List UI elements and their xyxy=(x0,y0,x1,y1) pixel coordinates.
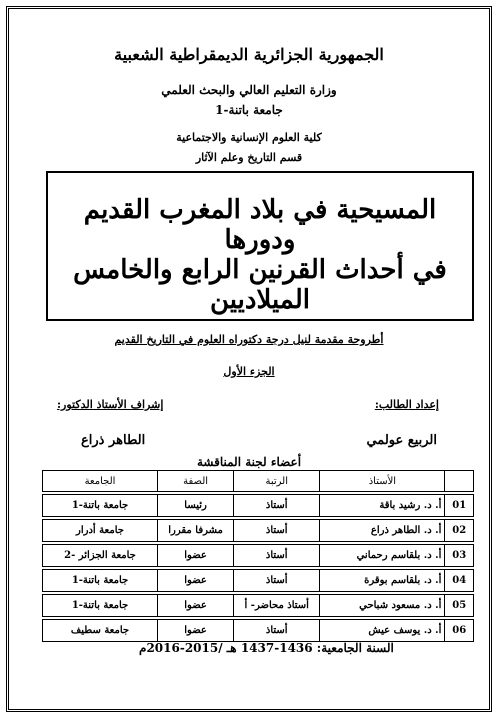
row-rank: أستاذ محاضر- أ xyxy=(234,595,320,617)
republic-heading: الجمهورية الجزائرية الديمقراطية الشعبية xyxy=(114,45,384,64)
thesis-title-box xyxy=(46,171,474,321)
prepared-by-label: إعداد الطالب: xyxy=(374,398,439,411)
thesis-subtitle: أطروحة مقدمة لنيل درجة دكتوراه العلوم في التاريخ القديم xyxy=(114,333,384,346)
thesis-title-line1: المسيحية في بلاد المغرب القديم ودورها xyxy=(83,195,437,255)
part-label: الجزء الأول xyxy=(223,365,275,378)
row-professor: أ. د. رشيد باقة xyxy=(320,495,445,517)
row-university: جامعة باتنة-1 xyxy=(43,595,158,617)
table-row xyxy=(43,595,474,617)
row-rank: أستاذ xyxy=(234,570,320,592)
faculty-heading: كلية العلوم الإنسانية والاجتماعية xyxy=(176,131,322,144)
row-professor: أ. د. بلقاسم رحماني xyxy=(320,545,445,567)
row-professor: أ. د. الطاهر ذراع xyxy=(320,520,445,542)
ministry-heading: وزارة التعليم العالي والبحث العلمي xyxy=(161,83,337,97)
supervisor-name: الطاهر ذراع xyxy=(81,433,146,448)
row-number: 04 xyxy=(445,570,474,592)
row-rank: أستاذ xyxy=(234,620,320,642)
row-number: 02 xyxy=(445,520,474,542)
jury-table xyxy=(42,470,474,642)
row-university: جامعة أدرار xyxy=(43,520,158,542)
university-heading: جامعة باتنة-1 xyxy=(215,103,283,117)
row-rank: أستاذ xyxy=(234,495,320,517)
header-number xyxy=(445,471,474,492)
student-name: الربيع عولمي xyxy=(366,433,437,448)
department-heading: قسم التاريخ وعلم الآثار xyxy=(195,151,303,164)
row-role: عضوا xyxy=(158,595,234,617)
row-role: مشرفا مقررا xyxy=(158,520,234,542)
row-professor: أ. د. مسعود شباحي xyxy=(320,595,445,617)
row-role: رئيسا xyxy=(158,495,234,517)
header-role: الصفة xyxy=(158,471,234,492)
header-professor: الأستاذ xyxy=(320,471,445,492)
table-row xyxy=(43,570,474,592)
row-university: جامعة باتنة-1 xyxy=(43,570,158,592)
row-number: 03 xyxy=(445,545,474,567)
row-university: جامعة الجزائر -2 xyxy=(43,545,158,567)
thesis-title-line2: في أحداث القرنين الرابع والخامس الميلاديين xyxy=(73,255,447,315)
row-professor: أ. د. يوسف عيش xyxy=(320,620,445,642)
row-role: عضوا xyxy=(158,545,234,567)
row-university: جامعة سطيف xyxy=(43,620,158,642)
header-university: الجامعة xyxy=(43,471,158,492)
row-role: عضوا xyxy=(158,570,234,592)
table-header-row xyxy=(43,471,474,492)
committee-title: أعضاء لجنة المناقشة xyxy=(196,455,302,469)
row-number: 06 xyxy=(445,620,474,642)
row-university: جامعة باتنة-1 xyxy=(43,495,158,517)
table-row xyxy=(43,495,474,517)
table-row xyxy=(43,545,474,567)
page-border xyxy=(6,6,492,712)
academic-year: السنة الجامعية: 1436-1437 هـ /2015-2016م xyxy=(139,641,394,655)
row-role: عضوا xyxy=(158,620,234,642)
table-row xyxy=(43,520,474,542)
table-row xyxy=(43,620,474,642)
row-rank: أستاذ xyxy=(234,545,320,567)
supervisor-label: إشراف الأستاذ الدكتور: xyxy=(57,398,164,411)
header-rank: الرتبة xyxy=(234,471,320,492)
row-rank: أستاذ xyxy=(234,520,320,542)
row-professor: أ. د. بلقاسم بوقرة xyxy=(320,570,445,592)
row-number: 05 xyxy=(445,595,474,617)
row-number: 01 xyxy=(445,495,474,517)
